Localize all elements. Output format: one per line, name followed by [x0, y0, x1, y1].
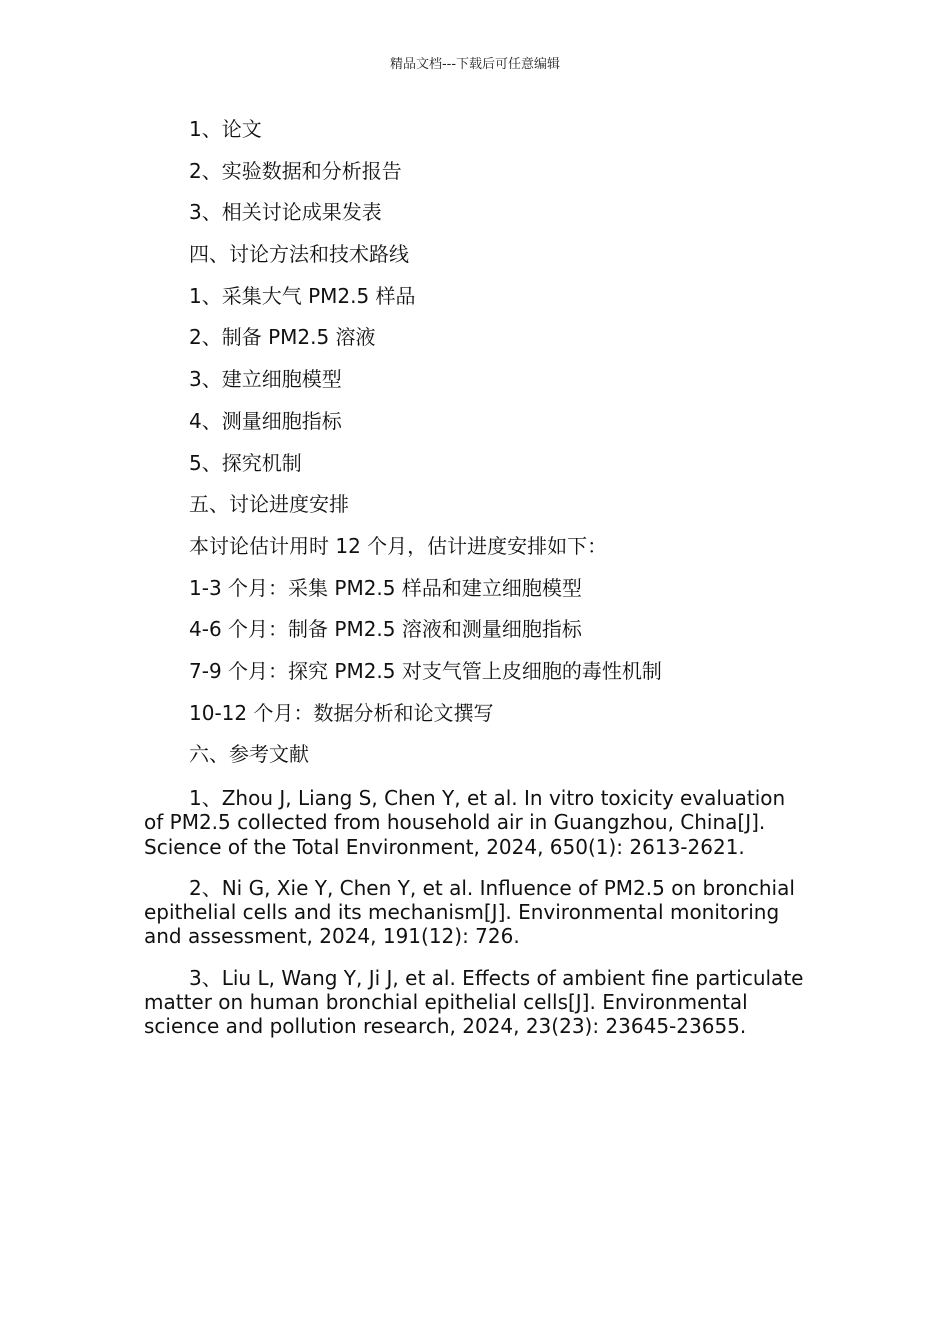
- section-heading-references: 六、参考文献: [189, 742, 309, 767]
- list-item-method-4: 4、测量细胞指标: [189, 408, 342, 433]
- section-heading-schedule: 五、讨论进度安排: [189, 492, 349, 517]
- schedule-intro: 本讨论估计用时 12 个月，估计进度安排如下：: [189, 533, 608, 558]
- reference-item-1: 1、Zhou J, Liang S, Chen Y, et al. In vitro toxicity evaluation of PM2.5 collected from household air in Guangzhou, China[J]. Science of the Total Environment, 2024, 650(1): 2613-2621.: [144, 786, 786, 859]
- page-header: 精品文档---下载后可任意编辑: [389, 57, 561, 72]
- reference-item-2: 2、Ni G, Xie Y, Chen Y, et al. Influence of PM2.5 on bronchial epithelial cells and its mechanism[J]. Environmental monitoring and assessment, 2024, 191(12): 726.: [144, 875, 795, 949]
- reference-item-3: 3、Liu L, Wang Y, Ji J, et al. Effects of ambient fine particulate matter on human bronchial epithelial cells[J]. Environmental science and pollution research, 2024, 23(23): 23645-23655.: [144, 965, 804, 1039]
- list-item-method-3: 3、建立细胞模型: [189, 367, 342, 392]
- list-item-deliverable-publication: 3、相关讨论成果发表: [189, 200, 382, 225]
- list-item-method-2: 2、制备 PM2.5 溶液: [189, 325, 376, 350]
- schedule-item-3: 7-9 个月：探究 PM2.5 对支气管上皮细胞的毒性机制: [189, 658, 662, 683]
- schedule-item-2: 4-6 个月：制备 PM2.5 溶液和测量细胞指标: [189, 617, 582, 642]
- list-item-deliverable-data-report: 2、实验数据和分析报告: [189, 158, 402, 183]
- list-item-deliverable-paper: 1、论文: [189, 117, 262, 141]
- schedule-item-1: 1-3 个月：采集 PM2.5 样品和建立细胞模型: [189, 575, 582, 600]
- section-heading-methods: 四、讨论方法和技术路线: [189, 242, 409, 267]
- document-body: [189, 115, 809, 782]
- reference-list: [144, 786, 804, 1056]
- schedule-item-4: 10-12 个月：数据分析和论文撰写: [189, 700, 494, 725]
- list-item-method-1: 1、采集大气 PM2.5 样品: [189, 283, 416, 308]
- list-item-method-5: 5、探究机制: [189, 450, 302, 475]
